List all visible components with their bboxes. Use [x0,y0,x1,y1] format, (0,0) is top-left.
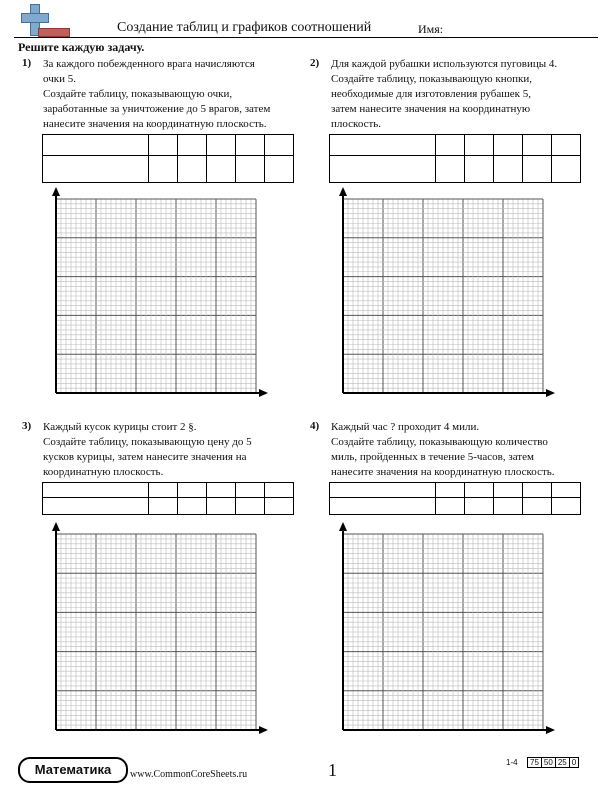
value-table[interactable] [42,482,294,515]
coordinate-plane[interactable] [331,520,557,742]
score-cell: 50 [541,758,555,768]
site-url: www.CommonCoreSheets.ru [130,769,248,780]
x-axis-arrow-icon [259,389,268,397]
problem-text: Для каждой рубашки используются пуговицы 4. Создайте таблицу, показывающую кнопки, необходимые для изготовления рубашек 5, затем нанесите значения на координатную плоскость. [331,58,558,130]
header-divider [14,37,598,38]
y-axis-arrow-icon [52,522,60,531]
score-cell: 25 [555,758,569,768]
y-axis-arrow-icon [52,187,60,196]
name-label: Имя: [418,22,444,36]
score-cell: 0 [569,758,578,768]
problem-text: Каждый кусок курицы стоит 2 §. Создайте таблицу, показывающую цену до 5 кусков курицы, затем нанесите значения на координатную плоскость. [43,421,252,478]
problem-number: 2) [310,57,320,69]
page-title: Создание таблиц и графиков соотношений [117,20,372,35]
x-axis-arrow-icon [259,726,268,734]
logo-minus-icon [38,28,70,37]
page-number: 1 [328,760,337,780]
problem-text: Каждый час ? проходит 4 мили. Создайте таблицу, показывающую количество миль, пройденных в течение 5-часов, затем нанесите значения на координатную плоскость. [331,421,555,478]
coordinate-plane[interactable] [44,520,270,742]
score-table [527,757,579,768]
problem-number: 1) [22,57,32,69]
instructions: Решите каждую задачу. [18,40,145,54]
x-axis-arrow-icon [546,726,555,734]
value-table[interactable] [329,482,581,515]
value-table[interactable] [329,134,581,183]
coordinate-plane[interactable] [331,185,557,405]
problem-number: 4) [310,420,320,432]
coordinate-plane[interactable] [44,185,270,405]
y-axis-arrow-icon [339,522,347,531]
y-axis-arrow-icon [339,187,347,196]
x-axis-arrow-icon [546,389,555,397]
score-range-label: 1-4 [506,758,518,767]
problem-number: 3) [22,420,32,432]
subject-badge: Математика [18,757,128,783]
score-cell: 75 [528,758,542,768]
problem-text: За каждого побежденного врага начисляются очки 5. Создайте таблицу, показывающую очки, заработанные за уничтожение до 5 врагов, затем нанесите значения на координатную плоскость. [43,58,271,130]
value-table[interactable] [42,134,294,183]
